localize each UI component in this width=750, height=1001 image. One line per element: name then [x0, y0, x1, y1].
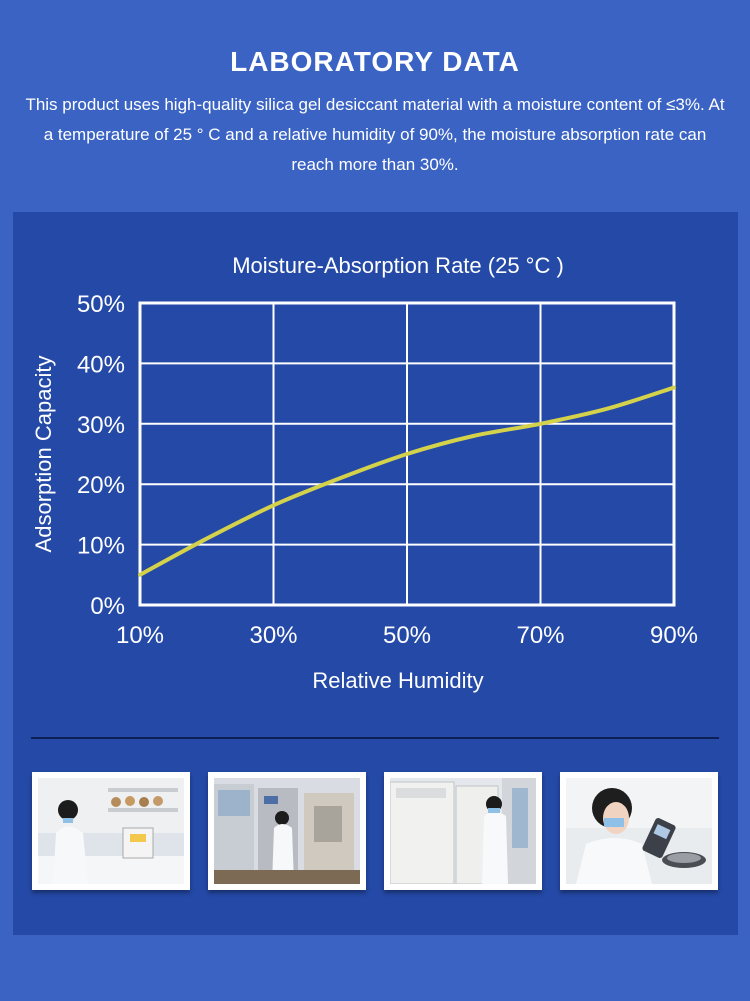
x-tick-label: 10%: [115, 622, 165, 649]
y-tick-label: 40%: [76, 351, 125, 379]
lab-moisture-analyzer-photo: [32, 772, 190, 890]
page-title: LABORATORY DATA: [230, 46, 520, 77]
header: [0, 0, 750, 212]
incubator-photo: [384, 772, 542, 890]
y-tick-label: 50%: [76, 291, 125, 318]
section-divider: [31, 737, 719, 739]
x-tick-label: 70%: [516, 622, 565, 649]
y-tick-label: 20%: [76, 472, 125, 500]
y-tick-label: 30%: [76, 411, 125, 439]
chart-panel: [13, 212, 738, 935]
chart-labels: [31, 253, 698, 693]
x-tick-label: 50%: [382, 622, 432, 649]
chart-title: Moisture-Absorption Rate (25 °C ): [232, 253, 564, 278]
x-axis-label: Relative Humidity: [312, 668, 484, 693]
y-tick-label: 0%: [90, 593, 125, 620]
moisture-absorption-chart: [13, 212, 738, 712]
handheld-meter-photo: [560, 772, 718, 890]
x-tick-label: 30%: [249, 622, 298, 649]
y-tick-label: 10%: [76, 532, 125, 560]
page-description: This product uses high-quality silica gel desiccant material with a moisture content of ≤3%. At a temperature of 25 ° C and a relative humidity of 90%, the moisture absorption rate can reach more than 30%.: [25, 95, 725, 174]
x-tick-label: 90%: [649, 622, 699, 649]
environmental-chamber-photo: [208, 772, 366, 890]
y-axis-label: Adsorption Capacity: [31, 355, 56, 553]
